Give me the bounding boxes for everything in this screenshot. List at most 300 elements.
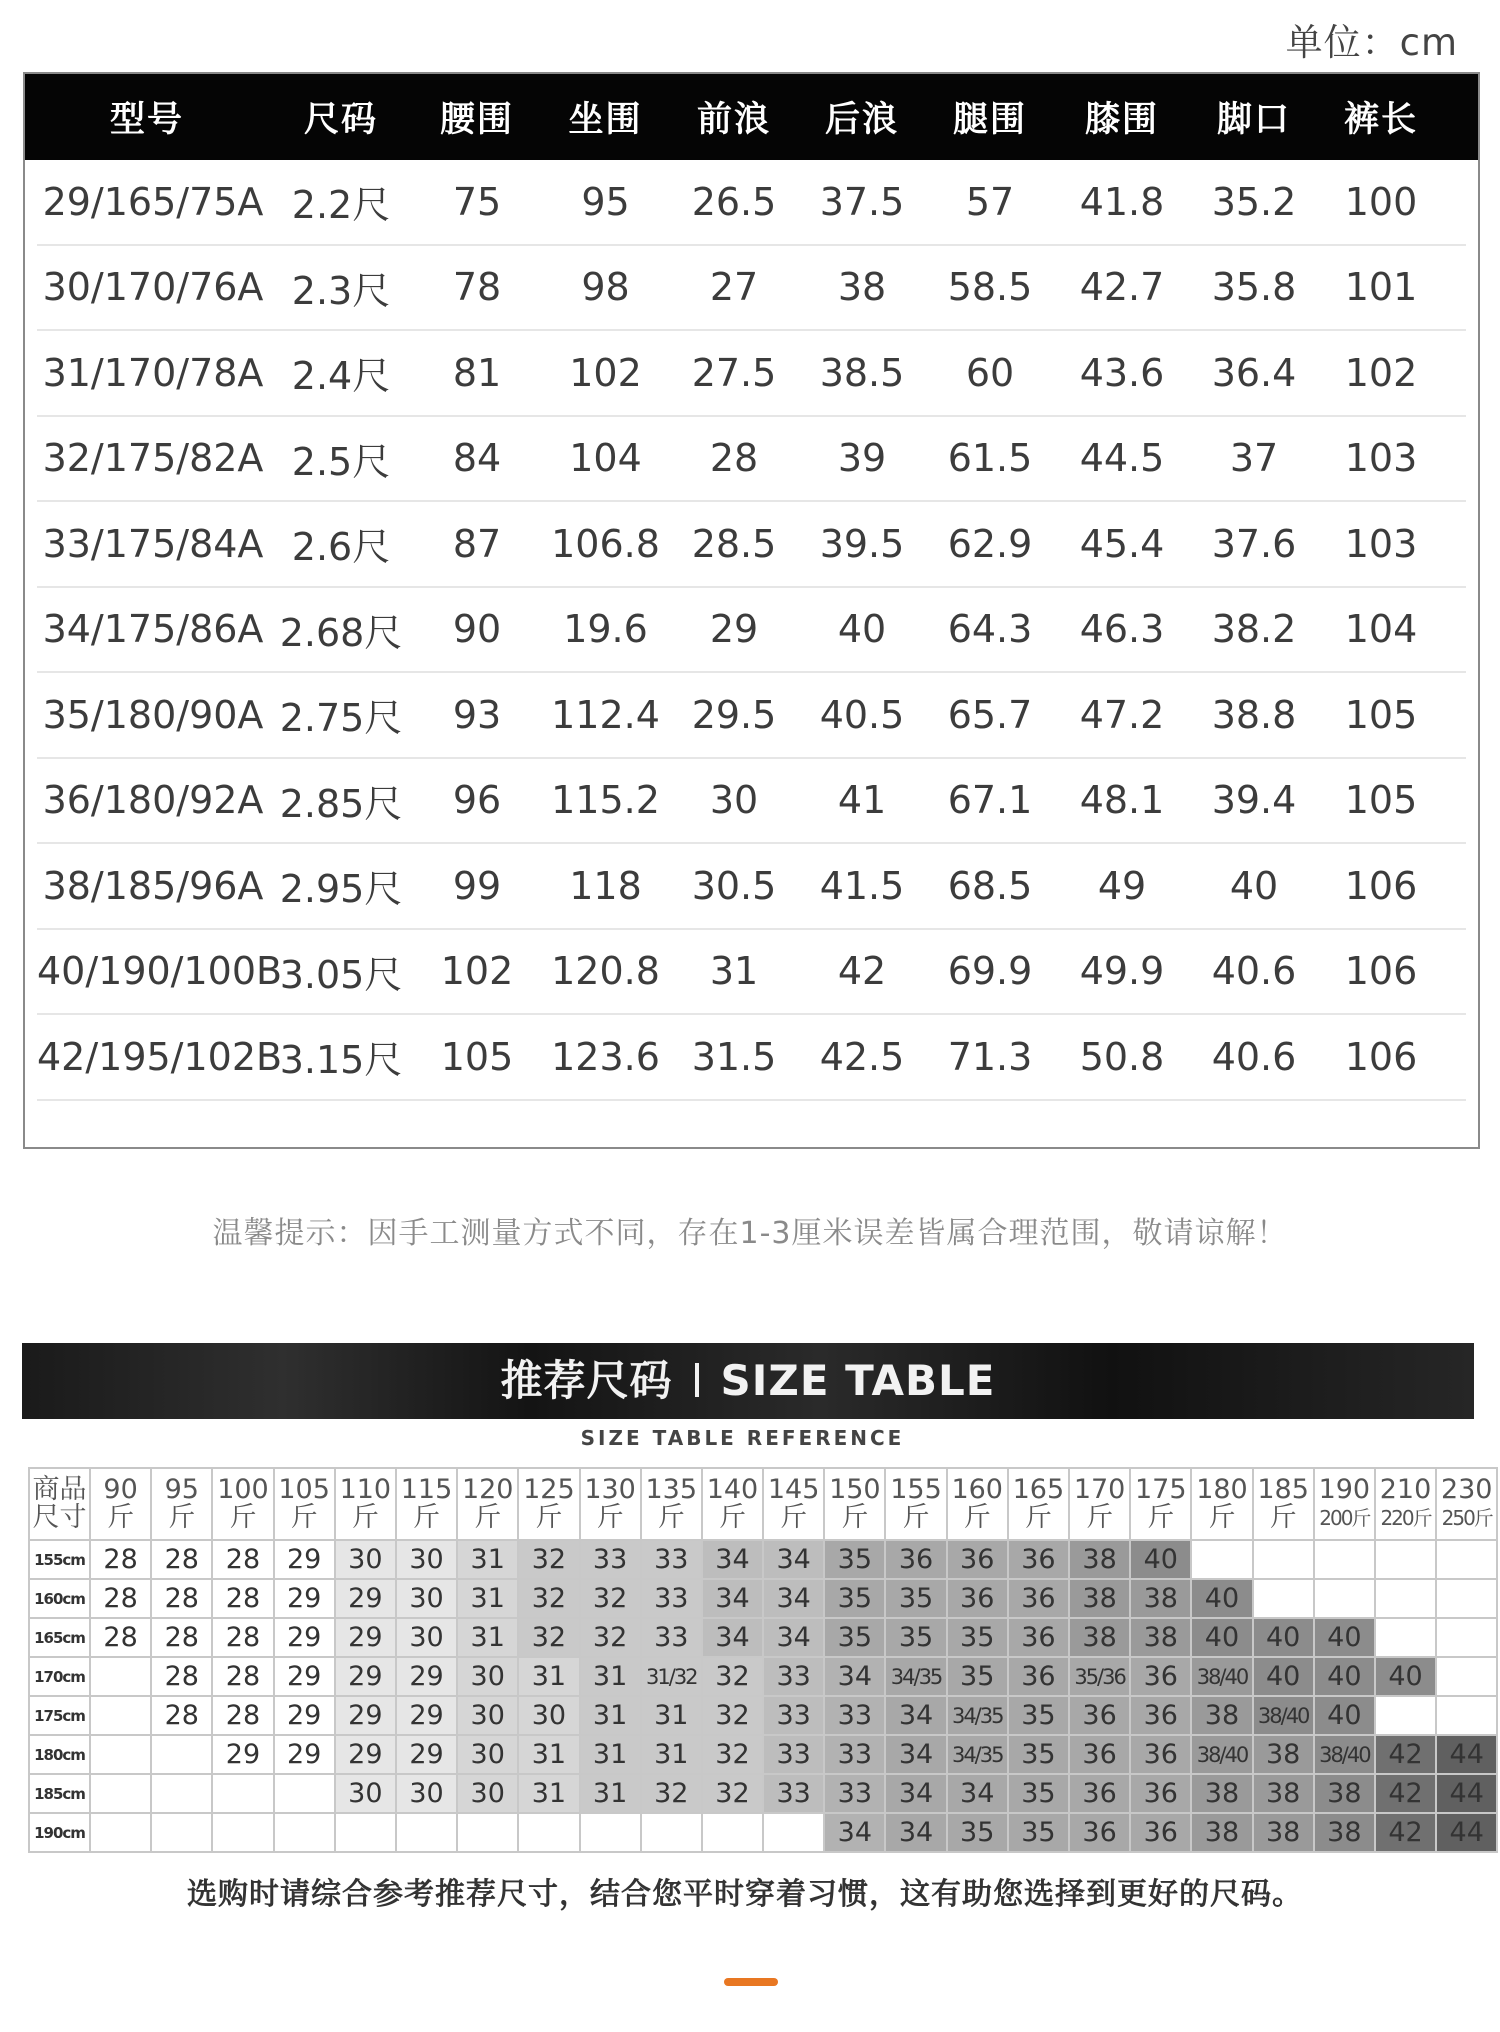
table-cell: 90: [452, 607, 502, 652]
table-cell: 68.5: [947, 863, 1033, 908]
header-cell: 型号: [109, 100, 184, 140]
corner-cell: [29, 1468, 90, 1540]
size-cell: 36: [1069, 1696, 1130, 1735]
weight-value: 190: [1318, 1474, 1371, 1505]
table-cell: 38.2: [1211, 607, 1297, 652]
size-cell: 42: [1375, 1813, 1436, 1852]
size-cell: 28: [151, 1696, 212, 1735]
size-cell: 28: [151, 1657, 212, 1696]
weight-value: 140: [706, 1474, 759, 1505]
table-row: [37, 160, 1466, 246]
size-cell: 34: [763, 1540, 824, 1579]
size-cell: 38: [1253, 1735, 1314, 1774]
table-cell: 42: [837, 949, 887, 994]
weight-header: [396, 1468, 457, 1540]
size-cell: 36: [1130, 1813, 1191, 1852]
size-cell: 34: [702, 1540, 763, 1579]
size-cell: 31: [457, 1540, 518, 1579]
table-cell: 26.5: [691, 179, 777, 224]
size-cell: 28: [151, 1540, 212, 1579]
table-cell: 95: [581, 179, 630, 224]
header-cell: 腿围: [952, 100, 1027, 140]
size-cell: 29: [335, 1657, 396, 1696]
table-cell: 105: [1344, 778, 1418, 823]
table-cell: 37: [1229, 436, 1279, 481]
size-cell: 44: [1436, 1735, 1497, 1774]
size-cell: 35: [947, 1813, 1008, 1852]
weight-unit: 斤: [1086, 1502, 1114, 1533]
table-cell: 2.6尺: [291, 525, 391, 570]
table-cell: 31/170/78A: [42, 350, 264, 395]
size-cell: 40: [1314, 1618, 1375, 1657]
size-cell: 35: [824, 1618, 885, 1657]
table-row: [37, 673, 1466, 759]
weight-value: 210: [1379, 1474, 1432, 1505]
size-cell: 40: [1191, 1579, 1252, 1618]
table-cell: 37.5: [819, 179, 905, 224]
table-row: [37, 417, 1466, 503]
size-cell: 38: [1069, 1618, 1130, 1657]
weight-unit: 斤: [351, 1502, 379, 1533]
size-cell: 30: [457, 1657, 518, 1696]
size-cell: 35: [1008, 1813, 1069, 1852]
table-cell: 40.6: [1211, 949, 1297, 994]
size-table: [23, 72, 1480, 1149]
table-cell: 87: [452, 521, 502, 566]
table-cell: 2.3尺: [291, 268, 391, 313]
size-cell: [1375, 1618, 1436, 1657]
size-cell: 35: [824, 1540, 885, 1579]
weight-header: [1436, 1468, 1497, 1540]
table-cell: 28.5: [691, 521, 777, 566]
size-cell: 40: [1253, 1618, 1314, 1657]
table-row: [37, 759, 1466, 845]
size-cell: [90, 1657, 151, 1696]
size-cell: 33: [824, 1774, 885, 1813]
weight-header-row: [29, 1468, 1497, 1540]
size-cell: 31: [518, 1774, 579, 1813]
table-cell: 31: [709, 949, 759, 994]
header-cell: 坐围: [568, 100, 643, 140]
weight-value: 180: [1196, 1474, 1248, 1505]
weight-value: 115: [400, 1474, 453, 1505]
size-cell: 29: [396, 1735, 457, 1774]
height-label: 170cm: [29, 1657, 90, 1696]
size-cell: 28: [151, 1579, 212, 1618]
header-cell: 后浪: [824, 100, 899, 140]
weight-value: 160: [951, 1474, 1003, 1505]
table-cell: 38/185/96A: [42, 863, 264, 908]
size-cell: 38/40: [1191, 1735, 1252, 1774]
size-cell: [90, 1813, 151, 1852]
size-cell: 34: [947, 1774, 1008, 1813]
table-cell: 105: [1344, 692, 1418, 737]
weight-value: 145: [767, 1474, 820, 1505]
table-cell: 33/175/84A: [42, 521, 264, 566]
table-cell: 81: [452, 350, 502, 395]
size-cell: 29: [274, 1735, 335, 1774]
table-cell: 29/165/75A: [42, 179, 264, 224]
size-cell: 34: [885, 1774, 946, 1813]
weight-unit: 斤: [229, 1502, 257, 1533]
table-cell: 38: [837, 265, 887, 310]
size-cell: 38/40: [1191, 1657, 1252, 1696]
size-cell: 36: [947, 1540, 1008, 1579]
size-cell: 29: [335, 1735, 396, 1774]
table-row: [29, 1618, 1497, 1657]
table-cell: 38.8: [1211, 692, 1297, 737]
table-cell: 42.5: [819, 1034, 905, 1079]
weight-unit: 250斤: [1441, 1506, 1492, 1530]
table-cell: 46.3: [1079, 607, 1165, 652]
size-cell: 29: [335, 1618, 396, 1657]
size-cell: 36: [885, 1540, 946, 1579]
size-cell: 34: [824, 1657, 885, 1696]
size-cell: 40: [1314, 1657, 1375, 1696]
weight-unit: 斤: [1147, 1502, 1175, 1533]
table-cell: 2.85尺: [279, 781, 403, 826]
size-cell: 38: [1191, 1774, 1252, 1813]
size-cell: 42: [1375, 1735, 1436, 1774]
weight-header: [641, 1468, 702, 1540]
size-cell: [274, 1774, 335, 1813]
size-cell: 29: [274, 1540, 335, 1579]
table-cell: 27: [709, 265, 759, 310]
weight-unit: 220斤: [1380, 1506, 1431, 1530]
size-cell: 30: [396, 1618, 457, 1657]
table-row: [29, 1813, 1497, 1852]
size-cell: 30: [396, 1774, 457, 1813]
size-cell: 29: [274, 1696, 335, 1735]
weight-value: 230: [1440, 1474, 1493, 1505]
size-cell: 29: [335, 1579, 396, 1618]
weight-header: [274, 1468, 335, 1540]
table-row: [29, 1774, 1497, 1813]
size-cell: 31: [457, 1579, 518, 1618]
size-cell: 36: [1008, 1657, 1069, 1696]
weight-header: [151, 1468, 212, 1540]
weight-value: 120: [461, 1474, 514, 1505]
size-cell: 35: [1008, 1774, 1069, 1813]
table-cell: 106: [1344, 949, 1418, 994]
size-cell: 28: [151, 1618, 212, 1657]
size-cell: 35: [1008, 1696, 1069, 1735]
banner-title-cn: 推荐尺码: [500, 1356, 673, 1405]
weight-header: [1008, 1468, 1069, 1540]
size-cell: 28: [90, 1618, 151, 1657]
header-cell: 尺码: [303, 100, 378, 140]
size-cell: 33: [763, 1774, 824, 1813]
height-label: 190cm: [29, 1813, 90, 1852]
weight-unit: 斤: [718, 1502, 746, 1533]
table-row: [29, 1540, 1497, 1579]
size-table-banner: [22, 1343, 1474, 1419]
table-cell: 67.1: [947, 778, 1033, 823]
table-cell: 2.5尺: [291, 439, 391, 484]
table-cell: 57: [965, 179, 1015, 224]
table-cell: 40: [837, 607, 887, 652]
weight-value: 100: [217, 1474, 269, 1505]
table-cell: 41.5: [819, 863, 905, 908]
banner-divider: [695, 1363, 699, 1397]
size-cell: [763, 1813, 824, 1852]
table-cell: 104: [1344, 607, 1418, 652]
size-cell: 33: [641, 1579, 702, 1618]
size-cell: 35: [1008, 1735, 1069, 1774]
size-cell: 28: [212, 1696, 273, 1735]
size-cell: 32: [702, 1735, 763, 1774]
table-cell: 32/175/82A: [42, 436, 264, 481]
size-cell: 35: [947, 1618, 1008, 1657]
size-cell: 32: [518, 1540, 579, 1579]
table-row: [37, 502, 1466, 588]
table-row: [37, 1015, 1466, 1101]
size-cell: 29: [335, 1696, 396, 1735]
size-cell: 33: [763, 1735, 824, 1774]
weight-value: 175: [1135, 1474, 1187, 1505]
recommend-grid: [28, 1467, 1498, 1853]
table-cell: 35.8: [1211, 265, 1297, 310]
weight-header: [763, 1468, 824, 1540]
size-cell: 38: [1253, 1774, 1314, 1813]
table-cell: 120.8: [551, 949, 660, 994]
table-cell: 43.6: [1079, 350, 1165, 395]
size-cell: [151, 1774, 212, 1813]
bottom-note: 选购时请综合参考推荐尺寸，结合您平时穿着习惯，这有助您选择到更好的尺码。: [187, 1877, 1303, 1912]
size-cell: [151, 1813, 212, 1852]
table-cell: 123.6: [551, 1034, 660, 1079]
table-cell: 42.7: [1079, 265, 1165, 310]
table-cell: 40.6: [1211, 1034, 1297, 1079]
table-cell: 41.8: [1079, 179, 1165, 224]
size-cell: 34: [824, 1813, 885, 1852]
table-cell: 29.5: [691, 692, 777, 737]
size-cell: [1375, 1696, 1436, 1735]
height-label: 185cm: [29, 1774, 90, 1813]
weight-value: 165: [1012, 1474, 1065, 1505]
weight-header: [212, 1468, 273, 1540]
size-cell: 42: [1375, 1774, 1436, 1813]
table-cell: 96: [452, 778, 502, 823]
table-cell: 84: [452, 436, 502, 481]
size-cell: [641, 1813, 702, 1852]
weight-value: 155: [890, 1474, 942, 1505]
size-cell: 33: [763, 1696, 824, 1735]
size-cell: 30: [335, 1774, 396, 1813]
size-cell: [1436, 1618, 1497, 1657]
size-cell: 30: [457, 1735, 518, 1774]
size-cell: 40: [1314, 1696, 1375, 1735]
size-cell: 38: [1253, 1813, 1314, 1852]
table-cell: 99: [452, 863, 502, 908]
size-cell: 34/35: [885, 1657, 946, 1696]
size-cell: 32: [518, 1579, 579, 1618]
size-cell: [335, 1813, 396, 1852]
table-cell: 69.9: [947, 949, 1033, 994]
table-cell: 104: [569, 436, 642, 481]
weight-header: [1130, 1468, 1191, 1540]
size-cell: 33: [824, 1696, 885, 1735]
measurement-tip: 温馨提示：因手工测量方式不同，存在1-3厘米误差皆属合理范围，敬请谅解！: [212, 1216, 1288, 1251]
table-cell: 49.9: [1079, 949, 1165, 994]
corner-bottom: 尺寸: [32, 1502, 87, 1533]
size-cell: 32: [580, 1579, 641, 1618]
size-cell: [396, 1813, 457, 1852]
size-cell: [457, 1813, 518, 1852]
size-cell: 33: [641, 1540, 702, 1579]
size-cell: [274, 1813, 335, 1852]
size-cell: [151, 1735, 212, 1774]
table-cell: 100: [1344, 179, 1418, 224]
size-cell: [212, 1774, 273, 1813]
size-cell: 38/40: [1253, 1696, 1314, 1735]
table-cell: 101: [1344, 265, 1418, 310]
size-cell: 29: [396, 1657, 457, 1696]
size-cell: [1436, 1540, 1497, 1579]
table-cell: 103: [1344, 521, 1418, 566]
size-cell: 33: [641, 1618, 702, 1657]
weight-header: [885, 1468, 946, 1540]
weight-header: [335, 1468, 396, 1540]
table-cell: 48.1: [1079, 778, 1165, 823]
size-cell: 36: [1130, 1696, 1191, 1735]
table-cell: 30/170/76A: [42, 265, 264, 310]
height-label: 165cm: [29, 1618, 90, 1657]
size-cell: [580, 1813, 641, 1852]
table-cell: 40: [1229, 863, 1279, 908]
table-cell: 40.5: [819, 692, 905, 737]
size-cell: 32: [702, 1657, 763, 1696]
table-cell: 42/195/102B: [37, 1034, 283, 1079]
size-cell: 34: [763, 1579, 824, 1618]
table-cell: 64.3: [947, 607, 1033, 652]
table-cell: 2.2尺: [291, 183, 391, 228]
weight-header: [90, 1468, 151, 1540]
table-cell: 65.7: [947, 692, 1033, 737]
table-cell: 28: [709, 436, 759, 481]
weight-header: [518, 1468, 579, 1540]
size-cell: 36: [1069, 1774, 1130, 1813]
table-cell: 102: [569, 350, 642, 395]
weight-header: [580, 1468, 641, 1540]
table-cell: 50.8: [1079, 1034, 1165, 1079]
table-cell: 37.6: [1211, 521, 1297, 566]
size-cell: 29: [274, 1579, 335, 1618]
size-cell: 33: [763, 1657, 824, 1696]
weight-value: 130: [584, 1474, 636, 1505]
table-cell: 29: [709, 607, 759, 652]
table-cell: 71.3: [947, 1034, 1033, 1079]
header-cell: 腰围: [439, 100, 514, 140]
size-cell: 29: [274, 1657, 335, 1696]
size-cell: 28: [212, 1657, 273, 1696]
size-cell: 30: [396, 1540, 457, 1579]
weight-unit: 斤: [1208, 1502, 1236, 1533]
table-cell: 36.4: [1211, 350, 1297, 395]
table-cell: 34/175/86A: [42, 607, 264, 652]
table-cell: 78: [452, 265, 502, 310]
table-cell: 106: [1344, 1034, 1418, 1079]
table-cell: 2.4尺: [291, 354, 391, 399]
weight-value: 110: [339, 1474, 392, 1505]
size-cell: 34: [885, 1813, 946, 1852]
header-cell: 前浪: [696, 100, 771, 140]
size-cell: 31: [457, 1618, 518, 1657]
table-cell: 3.05尺: [279, 952, 403, 997]
size-cell: [518, 1813, 579, 1852]
table-row: [37, 844, 1466, 930]
weight-unit: 斤: [535, 1502, 563, 1533]
size-cell: [1314, 1540, 1375, 1579]
height-label: 155cm: [29, 1540, 90, 1579]
size-cell: [1375, 1540, 1436, 1579]
table-row: [29, 1579, 1497, 1618]
size-cell: 28: [212, 1618, 273, 1657]
size-cell: 34: [885, 1696, 946, 1735]
size-cell: 34/35: [947, 1735, 1008, 1774]
weight-unit: 斤: [1024, 1502, 1052, 1533]
weight-value: 170: [1073, 1474, 1126, 1505]
corner-top: 商品: [32, 1474, 87, 1505]
header-cell: 膝围: [1084, 100, 1159, 140]
size-cell: 38: [1130, 1618, 1191, 1657]
size-cell: 33: [580, 1540, 641, 1579]
size-cell: [702, 1813, 763, 1852]
header-cell: 脚口: [1216, 100, 1291, 140]
size-cell: 36: [947, 1579, 1008, 1618]
banner-title-en: SIZE TABLE: [720, 1356, 996, 1405]
size-cell: 28: [90, 1540, 151, 1579]
size-cell: 36: [1069, 1813, 1130, 1852]
weight-unit: 斤: [963, 1502, 991, 1533]
size-cell: [1436, 1657, 1497, 1696]
table-cell: 45.4: [1079, 521, 1165, 566]
weight-unit: 斤: [1269, 1502, 1297, 1533]
size-cell: 38: [1191, 1813, 1252, 1852]
table-cell: 41: [837, 778, 887, 823]
weight-unit: 斤: [290, 1502, 318, 1533]
size-cell: 33: [824, 1735, 885, 1774]
size-cell: 38: [1130, 1579, 1191, 1618]
size-cell: 40: [1191, 1618, 1252, 1657]
table-cell: 27.5: [691, 350, 777, 395]
size-cell: 35/36: [1069, 1657, 1130, 1696]
table-cell: 35.2: [1211, 179, 1297, 224]
table-cell: 60: [965, 350, 1015, 395]
weight-header: [1191, 1468, 1252, 1540]
table-cell: 61.5: [947, 436, 1033, 481]
size-cell: 28: [212, 1579, 273, 1618]
size-cell: 36: [1008, 1579, 1069, 1618]
size-cell: 31: [641, 1735, 702, 1774]
size-cell: [90, 1735, 151, 1774]
table-row: [37, 246, 1466, 332]
size-cell: [1436, 1579, 1497, 1618]
weight-unit: 斤: [596, 1502, 624, 1533]
size-cell: 31: [580, 1657, 641, 1696]
accent-bar: [724, 1978, 778, 1986]
size-cell: 44: [1436, 1813, 1497, 1852]
size-cell: 35: [947, 1657, 1008, 1696]
size-cell: 36: [1130, 1657, 1191, 1696]
table-cell: 31.5: [691, 1034, 777, 1079]
size-cell: 38: [1314, 1774, 1375, 1813]
table-cell: 115.2: [551, 778, 660, 823]
size-cell: 40: [1253, 1657, 1314, 1696]
size-cell: 34/35: [947, 1696, 1008, 1735]
size-cell: 31: [518, 1735, 579, 1774]
table-cell: 2.68尺: [279, 610, 403, 655]
